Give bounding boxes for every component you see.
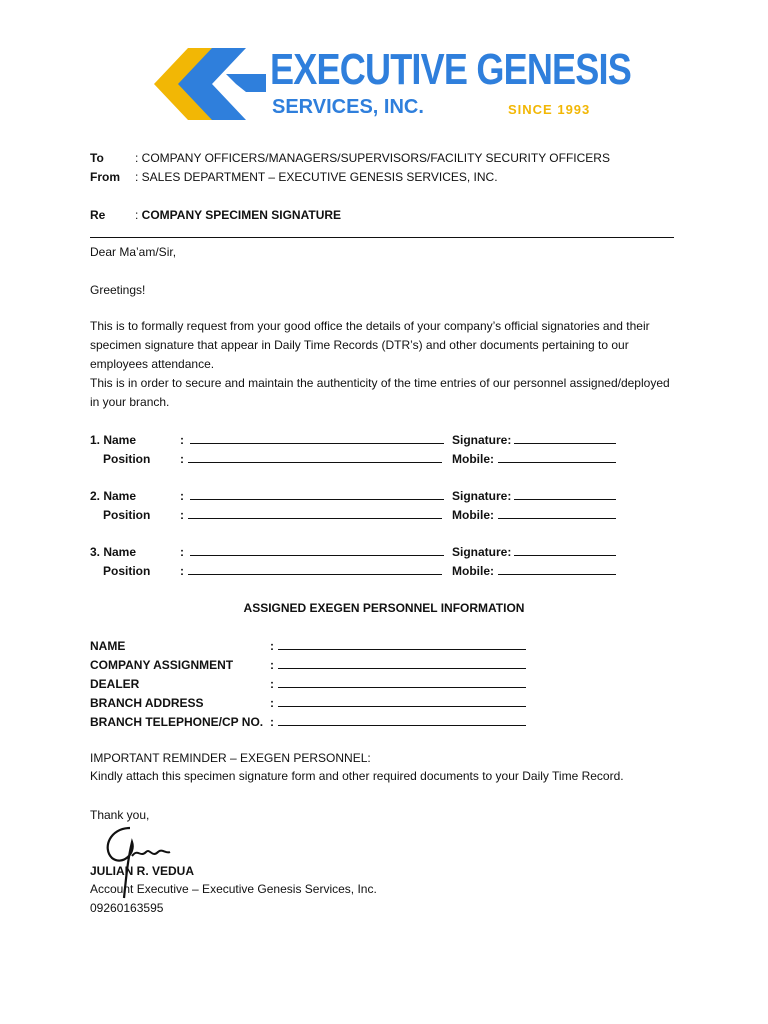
greeting: Greetings! [90,283,146,297]
re-colon: : [135,208,142,222]
mobile-label: Mobile: [452,508,494,522]
to-value: : COMPANY OFFICERS/MANAGERS/SUPERVISORS/FACILITY SECURITY OFFICERS [135,151,610,165]
mobile-input[interactable] [498,506,616,524]
position-input[interactable] [188,506,442,524]
signatory-name-label: 2. Name [90,489,137,503]
signature-label: Signature: [452,545,512,559]
eg-logo-mark-icon [150,44,268,122]
colon: : [270,715,274,729]
header-divider [90,236,674,238]
signatory-title: Account Executive – Executive Genesis Services, Inc. [90,882,377,896]
company-logo [150,44,631,126]
personnel-field-label: NAME [90,639,126,653]
position-label: Position [103,452,151,466]
colon: : [270,658,274,672]
from-label: From [90,170,120,184]
re-line [90,206,341,224]
logo-subtitle: SERVICES, INC. [272,96,424,118]
personnel-field-input[interactable] [278,713,526,731]
signature-label: Signature: [452,433,512,447]
signatory-name-input[interactable] [190,431,444,449]
mobile-input[interactable] [498,562,616,580]
position-label: Position [103,508,151,522]
signatory-name-input[interactable] [190,543,444,561]
body-paragraph-2: This is in order to secure and maintain the authenticity of the time entries of our personnel assigned/deployed in your branch. [90,376,670,409]
personnel-field-label: BRANCH ADDRESS [90,696,204,710]
colon: : [270,677,274,691]
signatory-phone: 09260163595 [90,901,164,915]
signature-input[interactable] [514,487,616,505]
position-label: Position [103,564,151,578]
mobile-input[interactable] [498,450,616,468]
to-line [90,149,610,167]
body-paragraph-1: This is to formally request from your good office the details of your company’s official signatories and their specimen signature that appear in Daily Time Records (DTR’s) and other documents pertaining to our employees attendance. [90,319,650,371]
signature-label: Signature: [452,489,512,503]
position-input[interactable] [188,562,442,580]
position-input[interactable] [188,450,442,468]
logo-title: EXECUTIVE GENESIS [270,45,631,94]
logo-since: SINCE 1993 [508,102,591,117]
to-label: To [90,151,104,165]
colon: : [180,489,184,503]
signature-input[interactable] [514,543,616,561]
colon: : [180,433,184,447]
signature-input[interactable] [514,431,616,449]
signatory-name-input[interactable] [190,487,444,505]
colon: : [270,696,274,710]
thank-you: Thank you, [90,808,150,822]
signatory-name-label: 3. Name [90,545,137,559]
personnel-field-input[interactable] [278,656,526,674]
signatory-name: JULIAN R. VEDUA [90,864,195,878]
colon: : [270,639,274,653]
colon: : [180,564,184,578]
personnel-field-label: DEALER [90,677,140,691]
from-line [90,168,498,186]
colon: : [180,508,184,522]
from-value: : SALES DEPARTMENT – EXECUTIVE GENESIS SERVICES, INC. [135,170,498,184]
colon: : [180,452,184,466]
personnel-field-input[interactable] [278,694,526,712]
personnel-field-input[interactable] [278,637,526,655]
colon: : [180,545,184,559]
mobile-label: Mobile: [452,564,494,578]
personnel-field-input[interactable] [278,675,526,693]
reminder-text: Kindly attach this specimen signature form and other required documents to your Daily Time Record. [90,769,624,783]
salutation: Dear Ma’am/Sir, [90,245,177,259]
re-label: Re [90,208,106,222]
personnel-field-label: BRANCH TELEPHONE/CP NO. [90,715,264,729]
re-value: COMPANY SPECIMEN SIGNATURE [141,208,342,222]
mobile-label: Mobile: [452,452,494,466]
personnel-field-label: COMPANY ASSIGNMENT [90,658,234,672]
reminder-title: IMPORTANT REMINDER – EXEGEN PERSONNEL: [90,751,371,765]
personnel-heading: ASSIGNED EXEGEN PERSONNEL INFORMATION [243,601,525,615]
signatory-name-label: 1. Name [90,433,137,447]
